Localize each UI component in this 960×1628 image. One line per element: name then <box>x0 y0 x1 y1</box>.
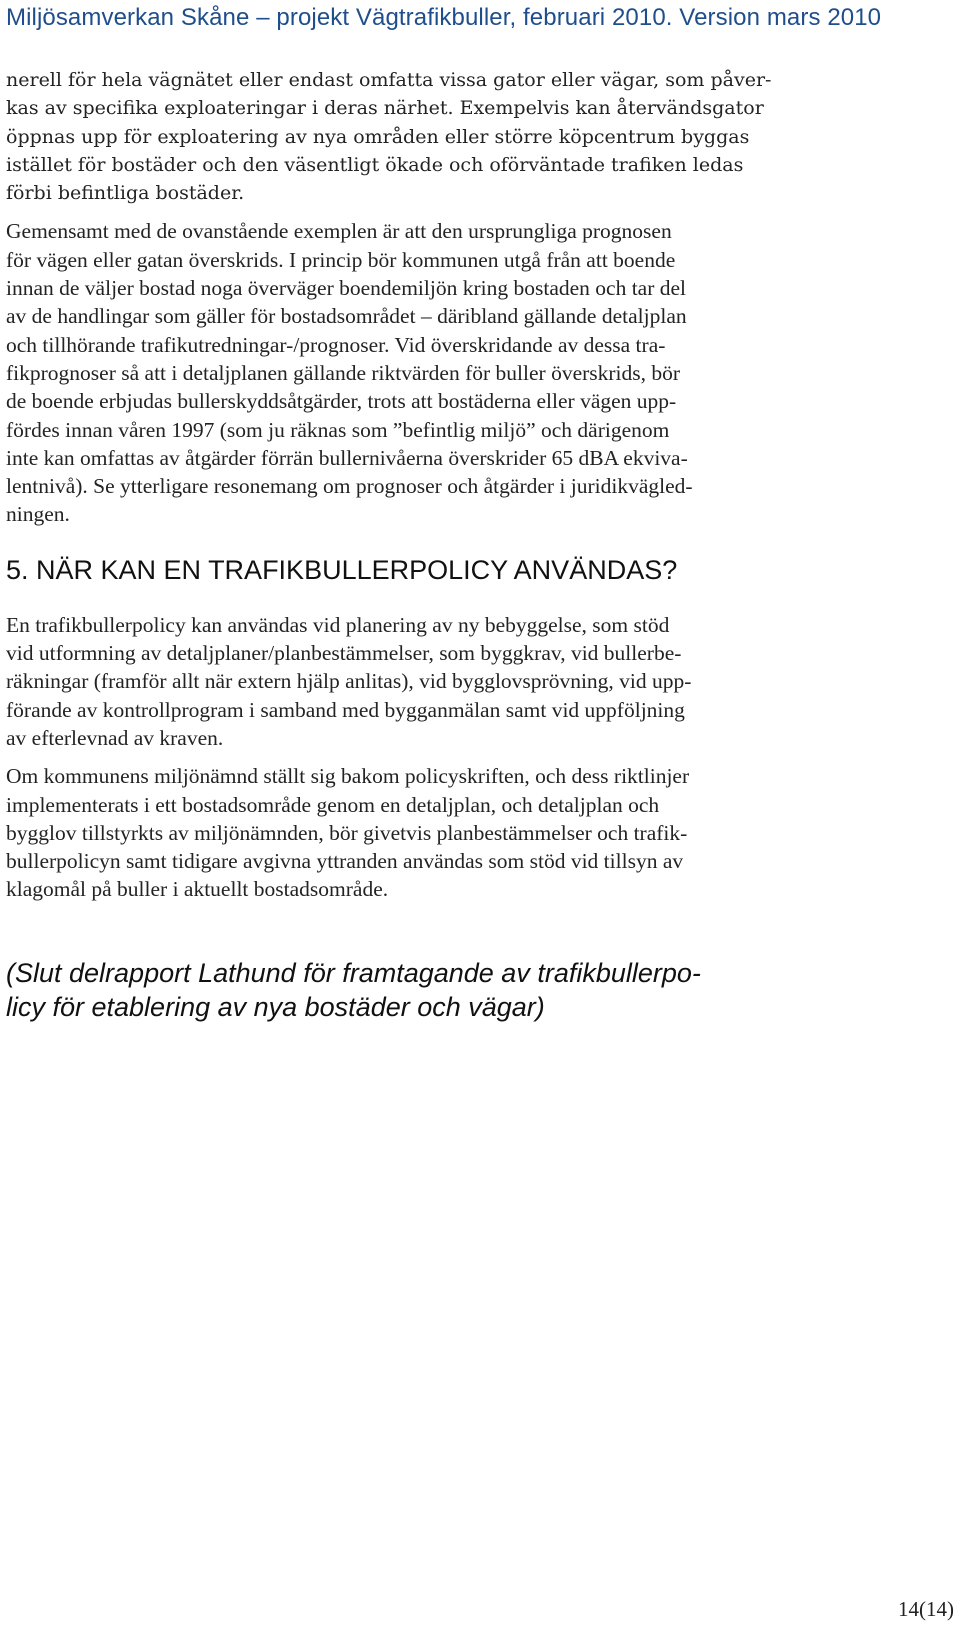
text-line: ningen. <box>6 502 70 527</box>
closing-note <box>6 956 786 1024</box>
text-line: kas av specifika exploateringar i deras närhet. Exempelvis kan återvändsgator <box>6 97 764 120</box>
text-line: Om kommunens miljönämnd ställt sig bakom policyskriften, och dess riktlinjer <box>6 764 690 789</box>
text-line: lentnivå). Se ytterligare resonemang om prognoser och åtgärder i juridikvägled- <box>6 474 693 499</box>
text-line: fikprognoser så att i detaljplanen gällande riktvärden för buller överskrids, bör <box>6 360 681 385</box>
paragraph-continuation <box>6 66 786 207</box>
section-heading: 5. NÄR KAN EN TRAFIKBULLERPOLICY ANVÄNDAS? <box>6 554 678 585</box>
text-line: Gemensamt med de ovanstående exemplen är att den ursprungliga prognosen <box>6 219 672 244</box>
text-line: av efterlevnad av kraven. <box>6 725 224 750</box>
text-line: vid utformning av detaljplaner/planbestämmelser, som byggkrav, vid bullerbe- <box>6 641 682 666</box>
text-line: implementerats i ett bostadsområde genom en detaljplan, och detaljplan och <box>6 792 660 817</box>
text-line: inte kan omfattas av åtgärder förrän bullernivåerna överskrider 65 dBA ekviva- <box>6 445 688 470</box>
paragraph-policy-usage <box>6 611 786 752</box>
text-line: öppnas upp för exploatering av nya områden eller större köpcentrum byggas <box>6 125 750 148</box>
page-number: 14(14) <box>898 1597 954 1621</box>
text-line: förande av kontrollprogram i samband med bygganmälan samt vid uppföljning <box>6 697 685 722</box>
text-line: (Slut delrapport Lathund för framtagande av trafikbullerpo- <box>6 957 701 988</box>
text-line: bullerpolicyn samt tidigare avgivna yttranden användas som stöd vid tillsyn av <box>6 849 684 874</box>
text-line: för vägen eller gatan överskrids. I princip bör kommunen utgå från att boende <box>6 247 676 272</box>
text-line: och tillhörande trafikutredningar-/prognoser. Vid överskridande av dessa tra- <box>6 332 666 357</box>
text-line: istället för bostäder och den väsentligt ökade och oförväntade trafiken ledas <box>6 153 744 176</box>
text-line: fördes innan våren 1997 (som ju räknas som ”befintlig miljö” och därigenom <box>6 417 670 442</box>
text-line: klagomål på buller i aktuellt bostadsområde. <box>6 877 389 902</box>
text-line: innan de väljer bostad noga överväger boendemiljön kring bostaden och tar del <box>6 276 687 301</box>
text-line: de boende erbjudas bullerskyddsåtgärder, trots att bostäderna eller vägen upp- <box>6 389 677 414</box>
text-line: En trafikbullerpolicy kan användas vid planering av ny bebyggelse, som stöd <box>6 612 670 637</box>
text-line: licy för etablering av nya bostäder och vägar) <box>6 991 545 1022</box>
paragraph-forecast-exceeded <box>6 217 786 528</box>
paragraph-environment-board <box>6 762 786 903</box>
text-line: förbi befintliga bostäder. <box>6 182 245 205</box>
text-line: av de handlingar som gäller för bostadsområdet – däribland gällande detaljplan <box>6 304 687 329</box>
page-body <box>6 66 786 1024</box>
running-header: Miljösamverkan Skåne – projekt Vägtrafikbuller, februari 2010. Version mars 2010 <box>6 4 882 31</box>
text-line: räkningar (framför allt när extern hjälp anlitas), vid bygglovsprövning, vid upp- <box>6 669 692 694</box>
text-line: nerell för hela vägnätet eller endast omfatta vissa gator eller vägar, som påver- <box>6 69 772 91</box>
text-line: bygglov tillstyrkts av miljönämnden, bör givetvis planbestämmelser och trafik- <box>6 820 688 845</box>
